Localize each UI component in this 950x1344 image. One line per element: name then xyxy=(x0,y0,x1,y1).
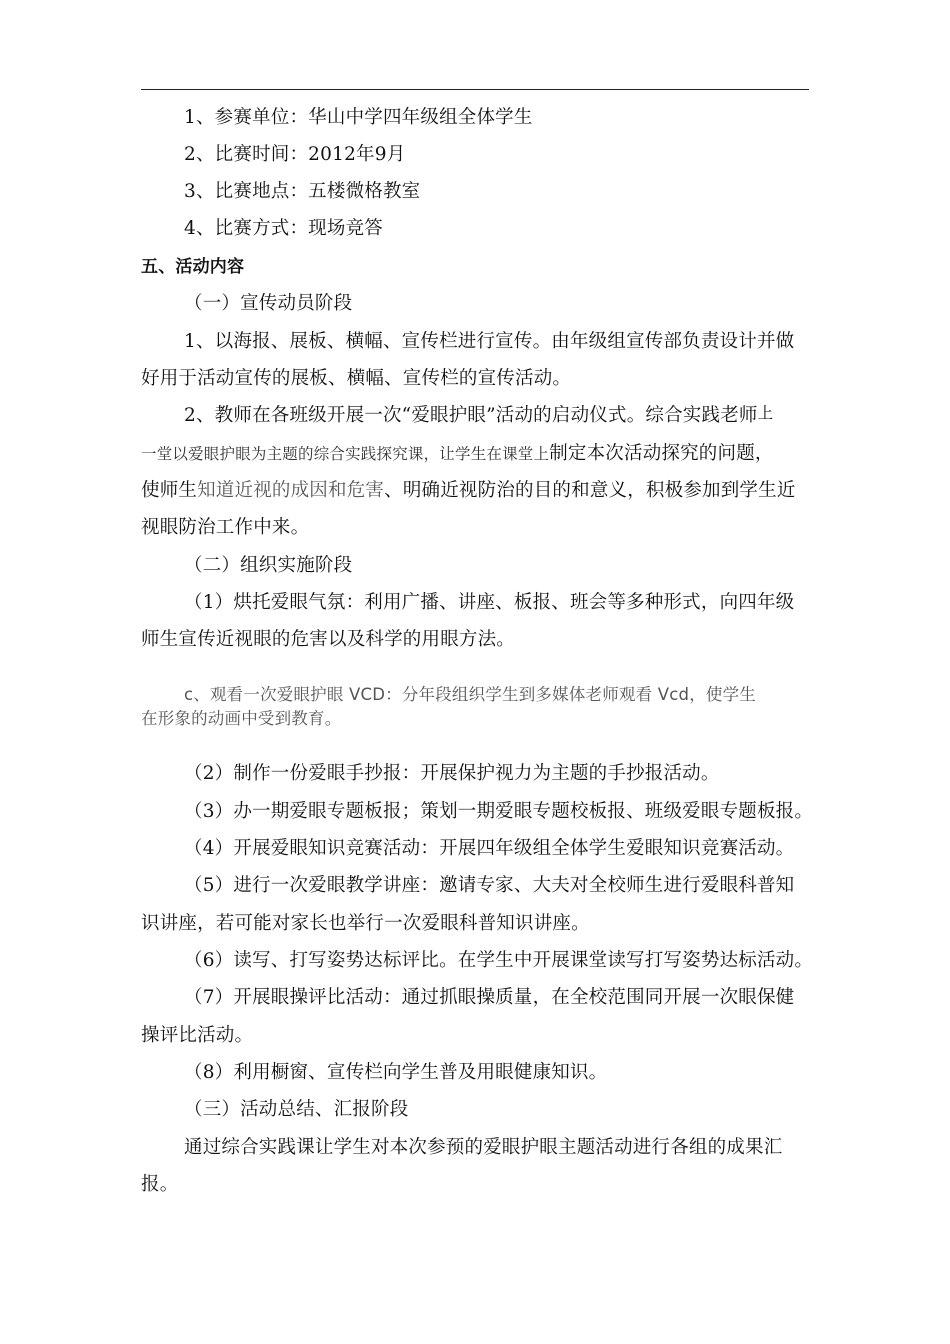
list-item: （7）开展眼操评比活动：通过抓眼操质量，在全校范围同开展一次眼保健 xyxy=(184,987,795,1008)
text-run: 、明确近视防治的目的和意义，积极参加到学生近 xyxy=(384,480,796,501)
paragraph-line xyxy=(141,479,796,503)
paragraph-line: 1、以海报、展板、横幅、宣传栏进行宣传。由年级组宣传部负责设计并做 xyxy=(184,331,795,352)
paragraph-line: 在形象的动画中受到教育。 xyxy=(141,709,342,728)
list-item: （6）读写、打写姿势达标评比。在学生中开展课堂读写打写姿势达标活动。 xyxy=(184,950,814,971)
list-item: （8）利用橱窗、宣传栏向学生普及用眼健康知识。 xyxy=(184,1062,608,1083)
paragraph-line: 识讲座，若可能对家长也举行一次爱眼科普知识讲座。 xyxy=(141,913,590,934)
info-time: 2、比赛时间：2012年9月 xyxy=(184,144,406,165)
info-format: 4、比赛方式：现场竞答 xyxy=(184,218,383,239)
stage-heading: （三）活动总结、汇报阶段 xyxy=(184,1099,409,1120)
stage-heading: （二）组织实施阶段 xyxy=(184,555,353,576)
paragraph-line xyxy=(141,442,774,466)
text-run: 一堂以爱眼护眼为主题的综合实践探究课，让学生在课堂上 xyxy=(141,445,550,463)
info-participants: 1、参赛单位：华山中学四年级组全体学生 xyxy=(184,107,533,128)
paragraph-line: 师生宣传近视眼的危害以及科学的用眼方法。 xyxy=(141,629,516,650)
paragraph-line: 操评比活动。 xyxy=(141,1025,254,1046)
section-heading: 五、活动内容 xyxy=(141,257,245,277)
header-rule xyxy=(141,89,809,90)
list-item: （2）制作一份爱眼手抄报：开展保护视力为主题的手抄报活动。 xyxy=(184,763,720,784)
paragraph-line: 通过综合实践课让学生对本次参预的爱眼护眼主题活动进行各组的成果汇 xyxy=(184,1137,783,1158)
text-run: 2、教师在各班级开展一次“爱眼护眼”活动的启动仪式。综合实践老师 xyxy=(184,405,758,426)
paragraph-line xyxy=(184,404,773,428)
info-location: 3、比赛地点：五楼微格教室 xyxy=(184,181,421,202)
paragraph-line: 视眼防治工作中来。 xyxy=(141,517,310,538)
list-item: （3）办一期爱眼专题板报；策划一期爱眼专题校板报、班级爱眼专题板报。 xyxy=(184,801,814,822)
paragraph-line: （1）烘托爱眼气氛：利用广播、讲座、板报、班会等多种形式，向四年级 xyxy=(184,592,795,613)
paragraph-line: 报。 xyxy=(141,1174,179,1195)
text-run: 知道近视的成因和危害 xyxy=(197,480,385,501)
stage-heading: （一）宣传动员阶段 xyxy=(184,293,353,314)
text-run: 上 xyxy=(757,404,774,422)
text-run: 制定本次活动探究的问题， xyxy=(549,443,774,464)
text-run: 使师生 xyxy=(141,480,198,501)
paragraph-line: c、观看一次爱眼护眼 VCD：分年段组织学生到多媒体老师观看 Vcd，使学生 xyxy=(184,685,757,704)
list-item: （5）进行一次爱眼教学讲座：邀请专家、大夫对全校师生进行爱眼科普知 xyxy=(184,875,795,896)
list-item: （4）开展爱眼知识竞赛活动：开展四年级组全体学生爱眼知识竞赛活动。 xyxy=(184,838,795,859)
paragraph-line: 好用于活动宣传的展板、横幅、宣传栏的宣传活动。 xyxy=(141,368,572,389)
